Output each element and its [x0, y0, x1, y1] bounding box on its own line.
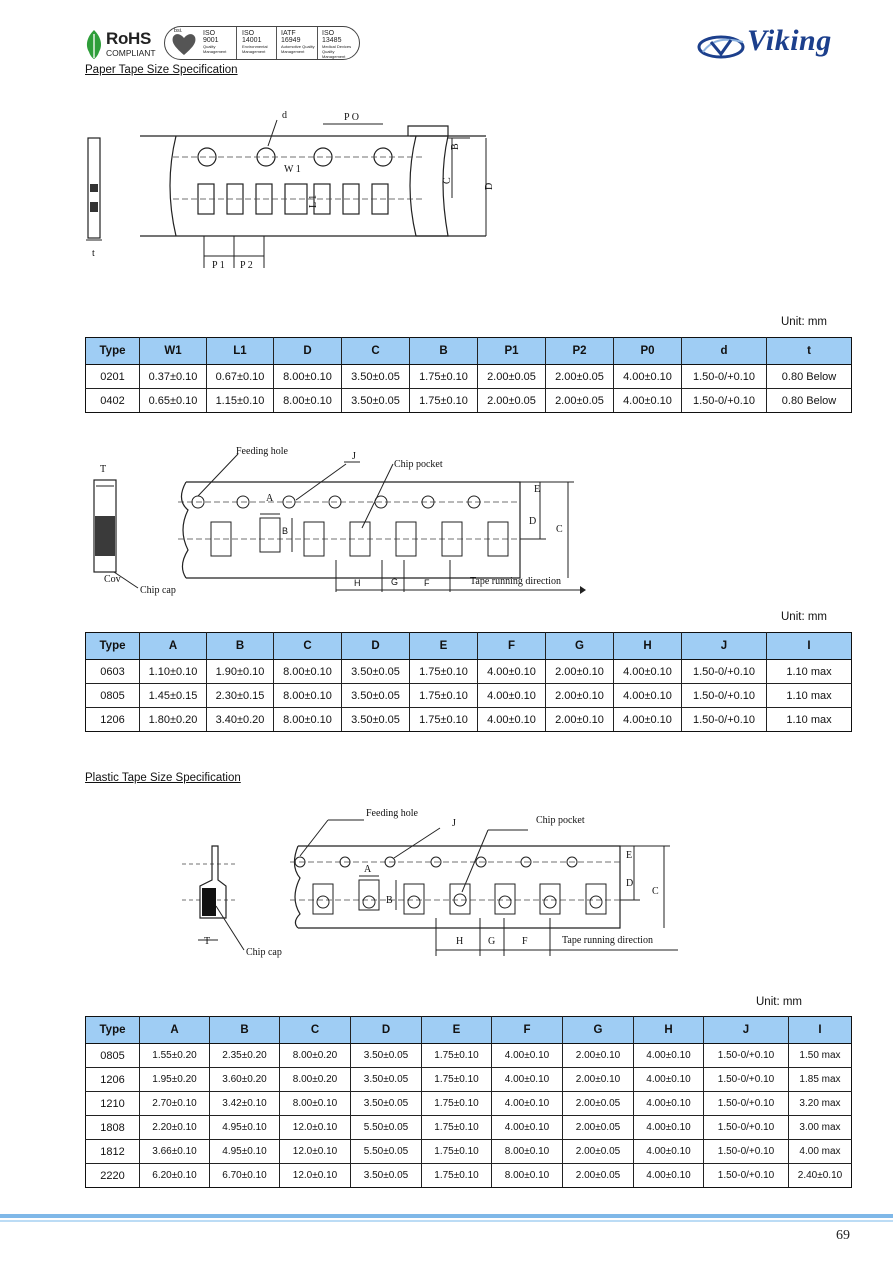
rohs-title: RoHS [106, 29, 152, 48]
cert-code: 13485 [322, 37, 342, 44]
table-cell: 12.0±0.10 [280, 1140, 351, 1164]
table-cell: 0201 [86, 365, 140, 389]
cert-name: IATF [281, 30, 296, 37]
table-cell: 2.35±0.20 [210, 1044, 280, 1068]
cert-iso13485 [322, 30, 356, 59]
viking-logo [697, 24, 847, 64]
table-cell: 1206 [86, 708, 140, 732]
table-cell: 4.00±0.10 [634, 1140, 704, 1164]
label-c: C [556, 524, 563, 535]
label-g: G [488, 936, 496, 947]
table-cell: 4.00±0.10 [634, 1044, 704, 1068]
table-row [86, 660, 852, 684]
table-cell: 1.75±0.10 [410, 660, 478, 684]
header-cell: D [342, 633, 410, 660]
table-header-row [86, 633, 852, 660]
table-cell: 8.00±0.10 [274, 389, 342, 413]
table-cell: 1.10 max [767, 660, 852, 684]
table-cell: 8.00±0.10 [274, 708, 342, 732]
table-cell: 8.00±0.10 [492, 1164, 563, 1188]
table-row [86, 1116, 852, 1140]
plastic-tape-title: Plastic Tape Size Specification [85, 772, 241, 784]
label-chip-pocket: Chip pocket [536, 815, 585, 826]
table-cell: 1.75±0.10 [422, 1092, 492, 1116]
header-cell: F [478, 633, 546, 660]
table-cell: 1.50-0/+0.10 [682, 660, 767, 684]
table-cell: 1.50 max [789, 1044, 852, 1068]
table-cell: 0805 [86, 1044, 140, 1068]
cert-desc: Automotive Quality Management [281, 44, 315, 54]
table-cell: 6.70±0.10 [210, 1164, 280, 1188]
label-chip-cap: Chip cap [140, 585, 176, 596]
table-cell: 2.30±0.15 [207, 684, 274, 708]
label-a: A [364, 864, 372, 875]
table-cell: 1.80±0.20 [140, 708, 207, 732]
table-row [86, 1140, 852, 1164]
table-header-row [86, 338, 852, 365]
label-f: F [424, 578, 430, 588]
label-b: B [282, 526, 289, 536]
table-cell: 3.50±0.05 [342, 684, 410, 708]
certification-strip [164, 26, 360, 60]
label-cov: Cov [104, 574, 121, 585]
unit-label: Unit: mm [756, 996, 802, 1008]
table-cell: 2.00±0.05 [546, 389, 614, 413]
header-cell: G [563, 1017, 634, 1044]
table-cell: 1.90±0.10 [207, 660, 274, 684]
table-cell: 2220 [86, 1164, 140, 1188]
header-cell: P0 [614, 338, 682, 365]
table-cell: 8.00±0.20 [280, 1044, 351, 1068]
table-cell: 0402 [86, 389, 140, 413]
table-cell: 3.50±0.05 [351, 1044, 422, 1068]
header-cell: B [210, 1017, 280, 1044]
header-cell: H [634, 1017, 704, 1044]
table-cell: 1.50-0/+0.10 [704, 1140, 789, 1164]
header-cell: D [274, 338, 342, 365]
header-cell: E [422, 1017, 492, 1044]
table-cell: 1.75±0.10 [410, 684, 478, 708]
header-cell: B [410, 338, 478, 365]
label-a: A [266, 493, 274, 504]
plastic-tape-table [85, 1016, 852, 1188]
label-chip-cap: Chip cap [246, 947, 282, 958]
table-row [86, 708, 852, 732]
paper-tape-table-2 [85, 632, 852, 732]
table-cell: 0.37±0.10 [140, 365, 207, 389]
paper-tape-diagram [78, 100, 518, 275]
label-feeding-hole: Feeding hole [236, 446, 288, 457]
table-cell: 3.40±0.20 [207, 708, 274, 732]
table-cell: 1.50-0/+0.10 [704, 1092, 789, 1116]
table-cell: 2.00±0.10 [546, 660, 614, 684]
table-cell: 1.85 max [789, 1068, 852, 1092]
plastic-tape-diagram [178, 800, 688, 965]
table-cell: 1.75±0.10 [410, 389, 478, 413]
table-cell: 1.75±0.10 [422, 1140, 492, 1164]
table-cell: 2.00±0.05 [563, 1140, 634, 1164]
table-cell: 2.00±0.05 [546, 365, 614, 389]
header-cell: B [207, 633, 274, 660]
label-e: E [534, 484, 541, 495]
table-cell: 3.50±0.05 [342, 660, 410, 684]
table-cell: 8.00±0.10 [280, 1092, 351, 1116]
table-cell: 2.20±0.10 [140, 1116, 210, 1140]
table-row [86, 684, 852, 708]
table-cell: 5.50±0.05 [351, 1116, 422, 1140]
label-feeding-hole: Feeding hole [366, 808, 418, 819]
label-b: B [450, 143, 461, 150]
table-cell: 2.00±0.05 [563, 1164, 634, 1188]
table-cell: 2.00±0.05 [563, 1092, 634, 1116]
header-cell: W1 [140, 338, 207, 365]
header-cell: P1 [478, 338, 546, 365]
table-cell: 3.50±0.05 [351, 1092, 422, 1116]
unit-label: Unit: mm [781, 611, 827, 623]
label-t: T [100, 464, 107, 475]
table-row [86, 1068, 852, 1092]
table-cell: 5.50±0.05 [351, 1140, 422, 1164]
cert-divider [317, 27, 318, 59]
table-cell: 2.40±0.10 [789, 1164, 852, 1188]
table-cell: 1808 [86, 1116, 140, 1140]
cert-desc: Quality Management [203, 44, 227, 54]
header-cell: F [492, 1017, 563, 1044]
table-cell: 1.50-0/+0.10 [704, 1068, 789, 1092]
table-cell: 1.75±0.10 [422, 1116, 492, 1140]
label-chip-pocket: Chip pocket [394, 459, 443, 470]
label-c: C [442, 177, 453, 184]
table-cell: 1210 [86, 1092, 140, 1116]
table-cell: 8.00±0.20 [280, 1068, 351, 1092]
table-cell: 3.50±0.05 [342, 365, 410, 389]
table-cell: 0.67±0.10 [207, 365, 274, 389]
paper-tape-diagram-2 [78, 440, 588, 600]
cert-desc: Environmental Management [242, 44, 268, 54]
table-cell: 3.50±0.05 [342, 708, 410, 732]
table-cell: 4.00±0.10 [492, 1068, 563, 1092]
table-cell: 1.50-0/+0.10 [682, 389, 767, 413]
label-l1: L 1 [308, 194, 319, 208]
label-j: J [452, 818, 456, 829]
cert-code: 16949 [281, 37, 301, 44]
table-cell: 3.20 max [789, 1092, 852, 1116]
header-cell: P2 [546, 338, 614, 365]
table-row [86, 1044, 852, 1068]
table-row [86, 365, 852, 389]
table-cell: 1.50-0/+0.10 [704, 1164, 789, 1188]
cert-divider [236, 27, 237, 59]
table-cell: 1.15±0.10 [207, 389, 274, 413]
label-h: H [354, 578, 361, 588]
cert-desc: Medical Devices Quality Management [322, 44, 352, 59]
cert-divider [276, 27, 277, 59]
header-cell: A [140, 633, 207, 660]
header-cell: Type [86, 1017, 140, 1044]
table-cell: 0805 [86, 684, 140, 708]
table-cell: 1.75±0.10 [422, 1068, 492, 1092]
cert-name: ISO [203, 30, 216, 37]
table-cell: 4.00±0.10 [492, 1044, 563, 1068]
label-direction: Tape running direction [562, 935, 653, 946]
label-p1: P 1 [212, 260, 225, 271]
header-cell: Type [86, 338, 140, 365]
table-cell: 6.20±0.10 [140, 1164, 210, 1188]
table-cell: 2.00±0.05 [478, 389, 546, 413]
table-cell: 12.0±0.10 [280, 1164, 351, 1188]
table-cell: 0.80 Below [767, 389, 852, 413]
table-cell: 3.00 max [789, 1116, 852, 1140]
table-cell: 8.00±0.10 [274, 365, 342, 389]
label-d: d [282, 110, 287, 121]
table-cell: 1.50-0/+0.10 [682, 708, 767, 732]
table-cell: 4.00±0.10 [614, 365, 682, 389]
table-cell: 1.50-0/+0.10 [682, 684, 767, 708]
table-header-row [86, 1017, 852, 1044]
table-cell: 3.50±0.05 [351, 1068, 422, 1092]
table-cell: 1.75±0.10 [410, 365, 478, 389]
label-dd: D [484, 182, 495, 190]
table-cell: 1.75±0.10 [422, 1044, 492, 1068]
table-cell: 4.95±0.10 [210, 1140, 280, 1164]
header-cell: I [767, 633, 852, 660]
table-cell: 8.00±0.10 [274, 684, 342, 708]
table-cell: 2.00±0.10 [563, 1068, 634, 1092]
page-number: 69 [836, 1228, 850, 1243]
table-cell: 1.50-0/+0.10 [704, 1116, 789, 1140]
table-cell: 3.50±0.05 [351, 1164, 422, 1188]
table-cell: 1.55±0.20 [140, 1044, 210, 1068]
table-cell: 3.60±0.20 [210, 1068, 280, 1092]
label-g: G [391, 577, 399, 587]
rohs-subtitle: COMPLIANT [106, 48, 156, 58]
table-cell: 3.50±0.05 [342, 389, 410, 413]
table-cell: 0.65±0.10 [140, 389, 207, 413]
label-b: B [386, 895, 393, 906]
table-cell: 4.00±0.10 [492, 1116, 563, 1140]
table-cell: 4.00±0.10 [478, 708, 546, 732]
table-cell: 4.00±0.10 [478, 660, 546, 684]
table-cell: 4.95±0.10 [210, 1116, 280, 1140]
table-cell: 4.00±0.10 [492, 1092, 563, 1116]
table-cell: 1.50-0/+0.10 [704, 1044, 789, 1068]
header-cell: Type [86, 633, 140, 660]
bsi-label: bsi. [174, 28, 183, 34]
table-cell: 4.00±0.10 [614, 660, 682, 684]
table-cell: 1.10±0.10 [140, 660, 207, 684]
table-cell: 3.42±0.10 [210, 1092, 280, 1116]
table-cell: 1.10 max [767, 684, 852, 708]
table-cell: 2.00±0.05 [563, 1116, 634, 1140]
table-cell: 3.66±0.10 [140, 1140, 210, 1164]
label-d: D [529, 516, 537, 527]
header-cell: C [280, 1017, 351, 1044]
table-row [86, 1164, 852, 1188]
label-w1: W 1 [284, 164, 301, 175]
cert-iatf16949 [281, 30, 319, 54]
table-cell: 2.00±0.10 [546, 684, 614, 708]
table-row [86, 1092, 852, 1116]
label-d: D [626, 878, 634, 889]
header-cell: H [614, 633, 682, 660]
table-cell: 4.00±0.10 [634, 1092, 704, 1116]
viking-swirl-icon [697, 32, 749, 62]
rohs-badge [84, 27, 164, 61]
header-cell: G [546, 633, 614, 660]
label-f: F [522, 936, 528, 947]
cert-name: ISO [242, 30, 255, 37]
header-cell: L1 [207, 338, 274, 365]
label-t: t [92, 248, 95, 259]
label-j: J [352, 451, 356, 462]
header-cell: t [767, 338, 852, 365]
label-e: E [626, 850, 633, 861]
table-cell: 8.00±0.10 [274, 660, 342, 684]
table-cell: 1.95±0.20 [140, 1068, 210, 1092]
table-cell: 4.00±0.10 [614, 389, 682, 413]
table-cell: 1206 [86, 1068, 140, 1092]
cert-code: 14001 [242, 37, 262, 44]
label-p0: P O [344, 112, 359, 123]
table-cell: 4.00±0.10 [614, 684, 682, 708]
table-cell: 2.00±0.05 [478, 365, 546, 389]
table-cell: 1.10 max [767, 708, 852, 732]
brand-name: Viking [747, 24, 832, 57]
table-cell: 1.75±0.10 [410, 708, 478, 732]
unit-label: Unit: mm [781, 316, 827, 328]
header-cell: J [704, 1017, 789, 1044]
table-row [86, 389, 852, 413]
table-cell: 4.00±0.10 [614, 708, 682, 732]
table-cell: 4.00±0.10 [634, 1068, 704, 1092]
table-cell: 4.00±0.10 [634, 1116, 704, 1140]
paper-tape-table [85, 337, 852, 413]
header-cell: C [274, 633, 342, 660]
paper-tape-title: Paper Tape Size Specification [85, 64, 238, 76]
table-cell: 4.00±0.10 [478, 684, 546, 708]
header-cell: E [410, 633, 478, 660]
header-cell: A [140, 1017, 210, 1044]
cert-code: 9001 [203, 37, 219, 44]
header-cell: C [342, 338, 410, 365]
footer-bar-thin [0, 1220, 893, 1222]
bsi-heart-icon [167, 27, 201, 59]
table-cell: 1.50-0/+0.10 [682, 365, 767, 389]
table-cell: 2.00±0.10 [546, 708, 614, 732]
table-cell: 1.45±0.15 [140, 684, 207, 708]
cert-iso9001 [203, 30, 233, 54]
header-cell: d [682, 338, 767, 365]
table-cell: 8.00±0.10 [492, 1140, 563, 1164]
label-p2: P 2 [240, 260, 253, 271]
footer-bar [0, 1214, 893, 1218]
header-cell: J [682, 633, 767, 660]
rohs-leaf-icon [84, 28, 104, 60]
label-c: C [652, 886, 659, 897]
table-cell: 1.75±0.10 [422, 1164, 492, 1188]
cert-name: ISO [322, 30, 335, 37]
header-cell: D [351, 1017, 422, 1044]
table-cell: 0603 [86, 660, 140, 684]
label-direction: Tape running direction [470, 576, 561, 587]
label-t: T [204, 936, 211, 947]
cert-iso14001 [242, 30, 278, 54]
table-cell: 12.0±0.10 [280, 1116, 351, 1140]
header-cell: I [789, 1017, 852, 1044]
table-cell: 4.00±0.10 [634, 1164, 704, 1188]
label-h: H [456, 936, 464, 947]
table-cell: 2.00±0.10 [563, 1044, 634, 1068]
table-cell: 1812 [86, 1140, 140, 1164]
table-cell: 4.00 max [789, 1140, 852, 1164]
table-cell: 2.70±0.10 [140, 1092, 210, 1116]
table-cell: 0.80 Below [767, 365, 852, 389]
